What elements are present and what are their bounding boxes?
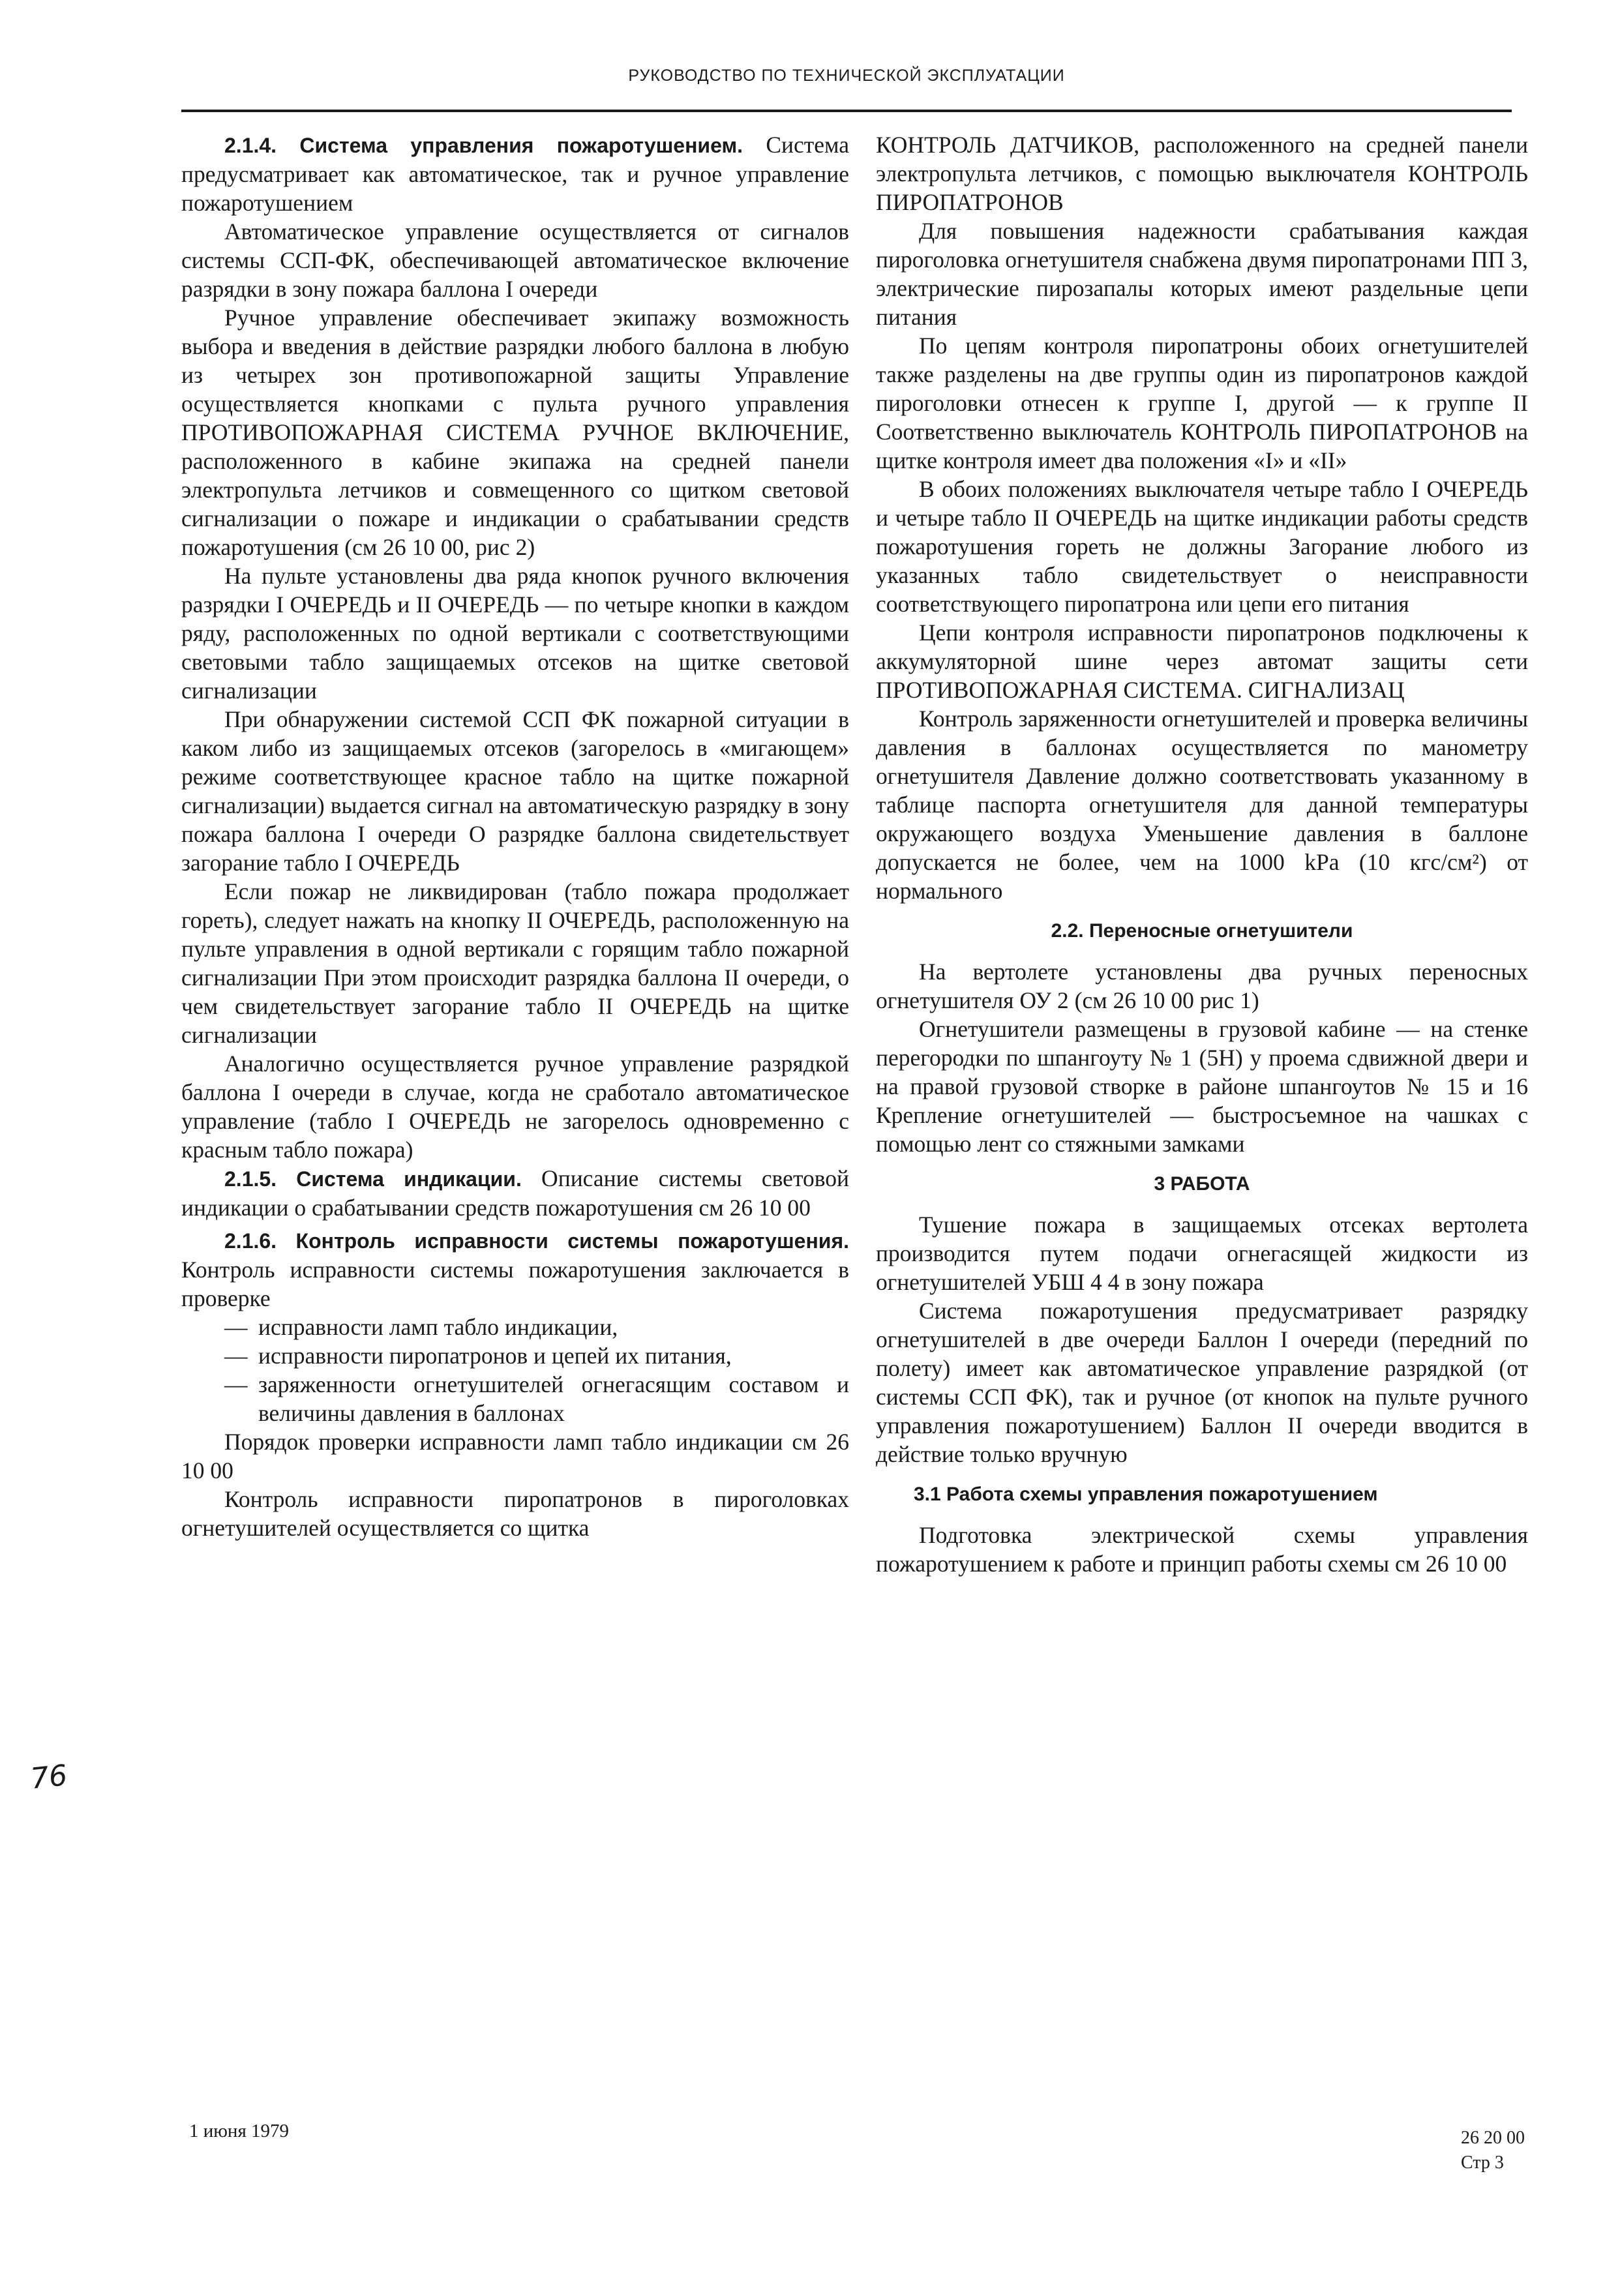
para-preparation: Подготовка электрической схемы управления пожаротушением к работе и принцип работы схемы см 26 10 00: [876, 1522, 1528, 1577]
para-fire-persists: Если пожар не ликвидирован (табло пожара продолжает гореть), следует нажать на кнопку II ОЧЕРЕДЬ, расположенную на пульте управления в одной вертикали с горящим табло пожарной сигнализации При этом происходит разрядка баллона II очереди, о чем свидетельствует загорание табло II ОЧЕРЕДЬ на щитке сигнализации: [181, 878, 849, 1048]
para-circuits: Цепи контроля исправности пиропатронов подключены к аккумуляторной шине через автомат защиты сети ПРОТИВОПОЖАРНАЯ СИСТЕМА. СИГНАЛИЗАЦ: [876, 619, 1528, 703]
footer-page-number: Стр 3: [1461, 2153, 1504, 2173]
check-list: [181, 1313, 849, 1427]
para-manual-control: Ручное управление обеспечивает экипажу возможность выбора и введения в действие разрядки любого баллона в любую из четырех зон противопожарной защиты Управление осуществляется кнопками с пульта ручного управления ПРОТИВОПОЖАРНАЯ СИСТЕМА РУЧНОЕ ВКЛЮЧЕНИЕ, расположенного в кабине экипажа на средней панели электропульта летчиков и совмещенного со щитком световой сигнализации о пожаре и индикации о срабатывании средств пожаротушения (см 26 10 00, рис 2): [181, 305, 849, 560]
section-2-1-6-text: Контроль исправности системы пожаротушения заключается в проверке: [181, 1257, 849, 1311]
para-detection: При обнаружении системой ССП ФК пожарной ситуации в каком либо из защищаемых отсеков (загорелось в «мигающем» режиме соответствующее красное табло на щитке пожарной сигнализации) выдается сигнал на автоматическую разрядку в зону пожара баллона I очереди О разрядке баллона свидетельствует загорание табло I ОЧЕРЕДЬ: [181, 706, 849, 876]
para-similar: Аналогично осуществляется ручное управление разрядкой баллона I очереди в случае, когда не сработало автоматическое управление (табло I ОЧЕРЕДЬ не загорелось одновременно с красным табло пожара): [181, 1051, 849, 1163]
para-groups: По цепям контроля пиропатроны обоих огнетушителей также разделены на две группы один из пиропатронов каждой пироголовки отнесен к группе I, другой — к группе II Соответственно выключатель КОНТРОЛЬ ПИРОПАТРОНОВ на щитке контроля имеет два положения «I» и «II»: [876, 333, 1528, 473]
para-control-continued: КОНТРОЛЬ ДАТЧИКОВ, расположенного на средней панели электропульта летчиков, с помощью выключателя КОНТРОЛЬ ПИРОПАТРОНОВ: [876, 132, 1528, 215]
para-check-order: Порядок проверки исправности ламп табло индикации см 26 10 00: [181, 1429, 849, 1483]
section-2-1-6-heading: 2.1.6. Контроль исправности системы пожаротушения.: [224, 1229, 849, 1253]
para-automatic-control: Автоматическое управление осуществляется от сигналов системы ССП-ФК, обеспечивающей автоматическое включение разрядки в зону пожара баллона I очереди: [181, 218, 849, 302]
heading-3-1: 3.1 Работа схемы управления пожаротушением: [914, 1483, 1378, 1505]
section-2-1-6: [181, 1226, 849, 1313]
para-buttons: На пульте установлены два ряда кнопок ручного включения разрядки I ОЧЕРЕДЬ и II ОЧЕРЕДЬ — по четыре кнопки в каждом ряду, расположенных по одной вертикали с соответствующими световыми табло защищаемых отсеков на щитке световой сигнализации: [181, 563, 849, 704]
footer-date: 1 июня 1979: [189, 2121, 290, 2141]
section-2-1-4-text: Система предусматривает как автоматическое, так и ручное управление пожаротушением: [181, 132, 849, 216]
section-2-1-5-heading: 2.1.5. Система индикации.: [224, 1167, 522, 1191]
left-column: [181, 130, 849, 1542]
footer-reference: [1461, 2126, 1525, 2175]
section-2-1-4-heading: 2.1.4. Система управления пожаротушением.: [224, 134, 743, 157]
check-list-item: — исправности ламп табло индикации,: [181, 1313, 849, 1341]
para-portable: На вертолете установлены два ручных переносных огнетушителя ОУ 2 (см 26 10 00 рис 1): [876, 959, 1528, 1013]
para-reliability: Для повышения надежности срабатывания каждая пироголовка огнетушителя снабжена двумя пиропатронами ПП 3, электрические пирозапалы которых имеют раздельные цепи питания: [876, 218, 1528, 330]
para-placement: Огнетушители размещены в грузовой кабине — на стенке перегородки по шпангоуту № 1 (5Н) у проема сдвижной двери и на правой грузовой створке в районе шпангоутов № 15 и 16 Крепление огнетушителей — быстросъемное на чашках с помощью лент со стяжными замками: [876, 1016, 1528, 1157]
section-2-1-4: [181, 130, 849, 217]
right-column: [876, 130, 1528, 1578]
para-extinguishing: Тушение пожара в защищаемых отсеках вертолета производится путем подачи огнегасящей жидкости из огнетушителей УБШ 4 4 в зону пожара: [876, 1212, 1528, 1295]
check-list-item: — заряженности огнетушителей огнегасящим составом и величины давления в баллонах: [181, 1370, 849, 1427]
header-rule: [181, 110, 1512, 112]
section-2-1-5-text: Описание системы световой индикации о срабатывании средств пожаротушения см 26 10 00: [181, 1165, 850, 1221]
handwritten-page-number: 76: [29, 1759, 69, 1796]
section-2-1-5: [181, 1164, 849, 1222]
footer-doc-code: 26 20 00: [1461, 2128, 1525, 2148]
heading-3: 3 РАБОТА: [1154, 1173, 1250, 1195]
para-system: Система пожаротушения предусматривает разрядку огнетушителей в две очереди Баллон I очереди (передний по полету) имеет как автоматическое управление разрядкой (от системы ССП ФК), так и ручное (от кнопок на пульте ручного управления пожаротушением) Баллон II очереди вводится в действие только вручную: [876, 1298, 1528, 1467]
running-header: РУКОВОДСТВО ПО ТЕХНИЧЕСКОЙ ЭКСПЛУАТАЦИИ: [628, 67, 1065, 85]
para-both-positions: В обоих положениях выключателя четыре табло I ОЧЕРЕДЬ и четыре табло II ОЧЕРЕДЬ на щитке индикации работы средств пожаротушения гореть не должны Загорание любого из указанных табло свидетельствует о неисправности соответствующего пиропатрона или цепи его питания: [876, 476, 1528, 617]
check-list-item: — исправности пиропатронов и цепей их питания,: [181, 1341, 849, 1370]
heading-2-2: 2.2. Переносные огнетушители: [1051, 920, 1353, 942]
para-charge-check: Контроль заряженности огнетушителей и проверка величины давления в баллонах осуществляется по манометру огнетушителя Давление должно соответствовать указанному в таблице паспорта огнетушителя для данной температуры окружающего воздуха Уменьшение давления в баллоне допускается не более, чем на 1000 kPa (10 кгс/см²) от нормального: [876, 706, 1528, 904]
para-pyro-control: Контроль исправности пиропатронов в пироголовках огнетушителей осуществляется со щитка: [181, 1486, 849, 1541]
